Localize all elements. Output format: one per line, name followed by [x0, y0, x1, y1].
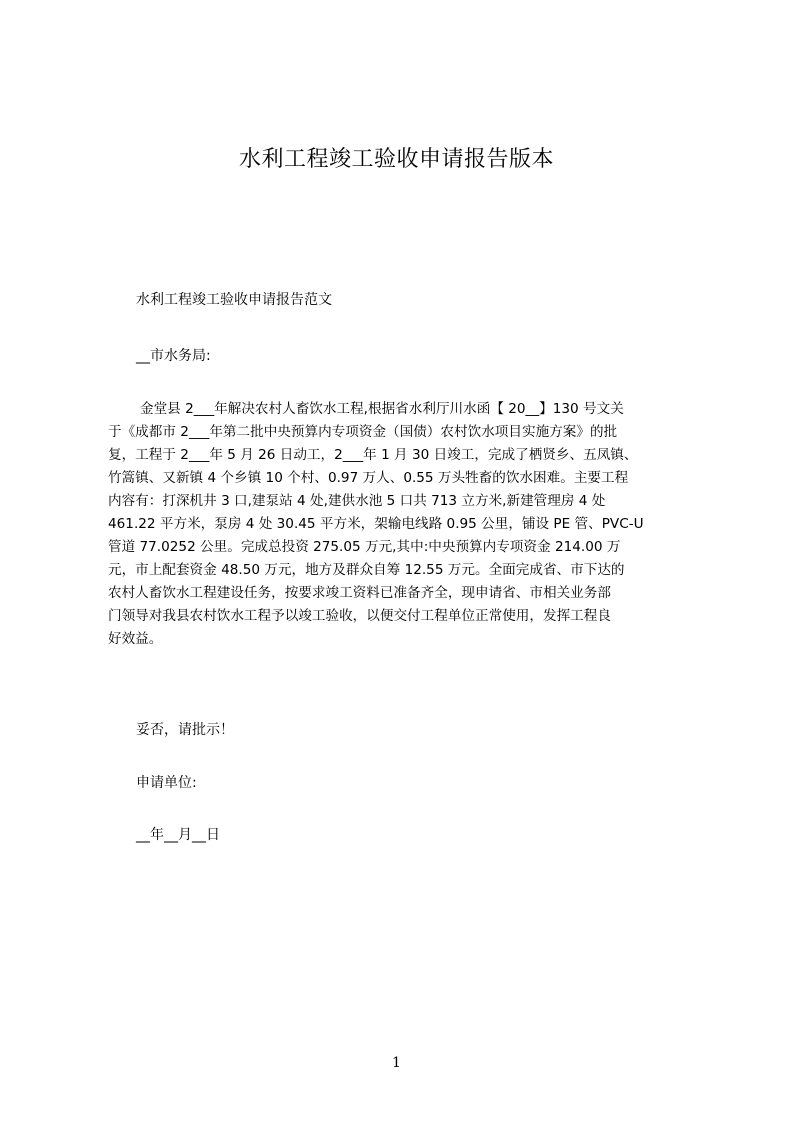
- body-line: 461.22 平方米，泵房 4 处 30.45 平方米，架输电线路 0.95 公里，铺设 PE 管、PVC-U: [108, 516, 644, 532]
- applicant-label: 申请单位:: [136, 775, 197, 791]
- page-number: 1: [392, 1055, 401, 1071]
- body-line: 门领导对我县农村饮水工程予以竣工验收，以便交付工程单位正常使用，发挥工程良: [108, 608, 611, 624]
- body-line: 竹篙镇、又新镇 4 个乡镇 10 个村、0.97 万人、0.55 万头牲畜的饮水困难。主要工程: [108, 470, 629, 486]
- closing-request: 妥否，请批示！: [136, 722, 234, 738]
- body-line: 金堂县 2___年解决农村人畜饮水工程,根据省水利厅川水函【 20__】130 号文关: [140, 401, 624, 417]
- body-line: 农村人畜饮水工程建设任务，按要求竣工资料已准备齐全，现申请省、市相关业务部: [108, 585, 611, 601]
- body-line: 元，市上配套资金 48.50 万元，地方及群众自筹 12.55 万元。全面完成省、市下达的: [108, 562, 625, 578]
- body-line: 于《成都市 2___年第二批中央预算内专项资金（国债）农村饮水项目实施方案》的批: [108, 424, 618, 440]
- addressee: __市水务局:: [136, 348, 211, 364]
- body-line: 管道 77.0252 公里。完成总投资 275.05 万元,其中:中央预算内专项资金 214.00 万: [108, 539, 621, 555]
- body-line: 好效益。: [108, 631, 163, 647]
- document-subtitle: 水利工程竣工验收申请报告范文: [136, 292, 332, 308]
- body-line: 内容有：打深机井 3 口,建泵站 4 处,建供水池 5 口共 713 立方米,新建管理房 4 处: [108, 493, 606, 509]
- date-line: __年__月__日: [136, 827, 220, 843]
- page-title: 水利工程竣工验收申请报告版本: [238, 147, 554, 172]
- body-line: 复，工程于 2___年 5 月 26 日动工，2___年 1 月 30 日竣工，完成了栖贤乡、五凤镇、: [108, 447, 638, 463]
